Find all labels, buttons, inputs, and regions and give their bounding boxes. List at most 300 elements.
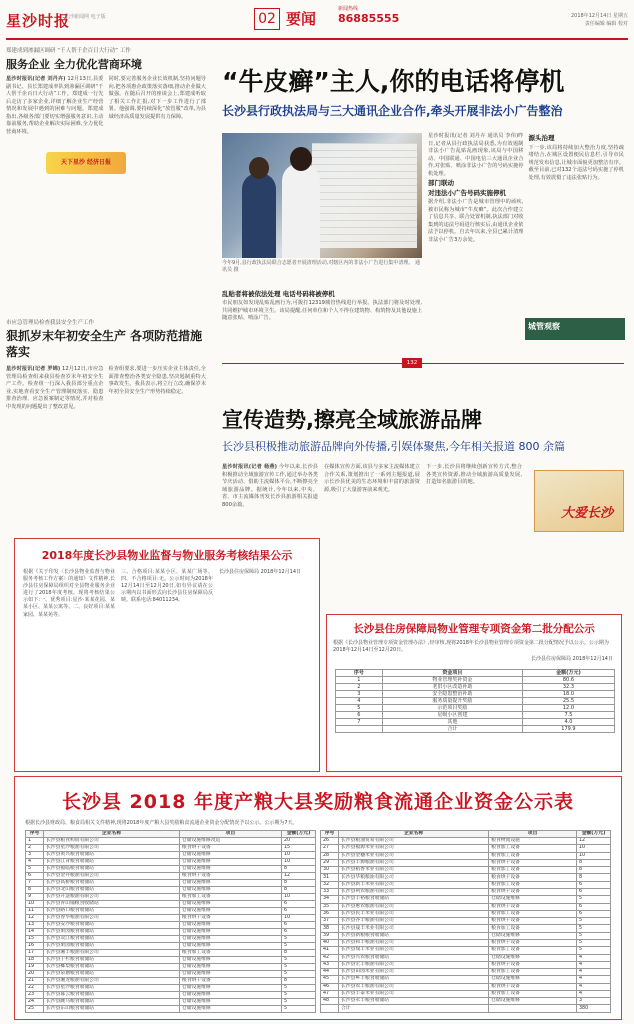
article-body-a: 12月12日,市应急管理局检查组来我县检查岁末年初安全生产工作。检查组一行深入我县部分重点企业,实地查看安全生产管理制度落实、隐患排查治理、应急预案制定等情况,并对检查中发现的问题提出了整改意见。 [6,366,104,410]
photo-head-2 [290,147,312,171]
table-cell: 粮食烘干设备 [489,903,577,910]
table-cell: 10 [282,852,316,859]
table-cell: 40 [321,939,339,946]
table-cell: 仓储设施维修 [179,1006,281,1013]
table-cell: 仓储设施维修 [179,852,281,859]
table-cell: 18 [26,957,44,964]
table-cell: 47 [321,990,339,997]
table-cell: 粮食加工设备 [179,950,281,957]
table-cell: 6 [577,888,611,895]
table-cell: 18.0 [522,691,614,698]
table-cell: 5 [577,939,611,946]
table-cell: 4 [336,698,383,705]
table-cell: 长沙县暮云粮食收储站 [44,992,180,999]
table-cell: 长沙县泉塘粮食收储站 [44,971,180,978]
table-row [26,992,316,999]
table-cell: 24 [26,999,44,1006]
table-row [321,932,611,939]
notice-columns [15,569,319,619]
table-cell: 8 [282,950,316,957]
tourism-col-2: 在媒体宣传方面,该县与多家主流媒体建立合作关系,策划推出了一系列主题报道,展示长沙县优美的生态环境和丰富的旅游资源,吸引了大量游客前来观光。 [324,464,420,493]
table-cell: 26 [321,838,339,845]
table-cell: 3 [26,852,44,859]
table-row [321,983,611,990]
table-cell: 粮食烘干设备 [179,978,281,985]
brand-subtitle: 星沙新闻网 电子版 [64,14,106,20]
table-row [26,971,316,978]
table-cell: 5 [577,932,611,939]
table-cell: 10 [26,901,44,908]
table-row [321,998,611,1005]
table-row [26,957,316,964]
masthead-rule [6,38,628,40]
table-cell: 长沙县丰裕粮食收储站 [339,896,489,903]
table-cell: 5 [577,947,611,954]
tourism-header [222,404,624,454]
table-row [26,978,316,985]
table-row [321,838,611,845]
table-cell: 粮食加工设备 [489,947,577,954]
table-cell: 4 [577,990,611,997]
table-row [26,859,316,866]
table-cell: 6 [282,929,316,936]
tourism-subtitle: 长沙县积极推动旅游品牌向外传播,引娱体聚焦,今年相关报道 800 余篇 [222,440,565,453]
table-cell: 长沙县东山粮食收储站 [44,1006,180,1013]
table-cell: 长沙县干杉粮食收储站 [44,957,180,964]
lead-continuation [222,287,422,323]
table-cell: 5 [282,1006,316,1013]
article-columns [6,76,206,136]
table-cell: 28 [321,852,339,859]
lead-subhead-1b: 对违法小广告号码实施停机 [428,188,506,197]
column-logo [525,318,625,340]
table-cell: 42 [321,954,339,961]
masthead [6,6,628,40]
table-cell: 38 [321,925,339,932]
notice-title: 长沙县住房保障局物业管理专项资金第二批分配公示 [353,623,595,635]
notice-signoff: 长沙县住房保障局 2018年12月14日 [530,656,613,662]
table-cell: 3 [577,998,611,1005]
newspaper-brand: 星沙时报 [6,12,71,30]
table-cell: 12 [26,915,44,922]
grain-left-body [26,838,316,1013]
article-body-col-2: 同时,要完善服务企业长效机制,坚持问题导向,把各项惠企政策落实落细,推动企业做大做强。在随后召开的座谈会上,郑建成听取了相关工作汇报,对下一步工作进行了部署。他强调,要持续深化“放管服”改革,为县域经济高质量发展提供有力保障。 [108,76,206,120]
table-row [336,677,615,684]
table-cell: 长沙县开慧粮油有限公司 [44,894,180,901]
article-safety [6,318,206,411]
grain-right-body [321,838,611,1013]
fund-table [335,669,615,733]
table-cell: 其他 [382,719,522,726]
notice-col-3: 长沙县住房保障局 2018年12月14日 [219,569,302,575]
table-cell: 37 [321,918,339,925]
photo-caption: 今年9月,县行政执法局联合志愿者开展清理活动,对辖区内的非法小广告进行集中清理。 通讯员 摄 [222,260,420,273]
lead-col-2 [529,133,625,244]
table-cell: 7 [336,719,383,726]
table-cell: 合计 [339,1005,489,1013]
divider-rule [222,363,624,364]
table-row [336,691,615,698]
article-byline: 星沙时报讯(记者 刘丹卉) [6,76,66,82]
article-columns [6,366,206,411]
table-row [321,867,611,874]
table-row [321,874,611,881]
lead-subtitle: 长沙县行政执法局与三大通讯企业合作,牵头开展非法小广告整治 [222,104,563,118]
table-row [336,698,615,705]
table-cell: 4 [577,969,611,976]
lead-subhead-2: 源头治理 [528,134,555,142]
table-cell: 仓储设施维修 [179,985,281,992]
table-header-cell: 资金项目 [382,670,522,677]
table-cell: 长沙县果园粮食收储站 [44,943,180,950]
table-row [321,961,611,968]
table-cell: 36 [321,910,339,917]
article-headline: 服务企业 全力优化营商环境 [6,58,142,71]
table-cell: 长沙县田园米业有限公司 [339,969,489,976]
table-cell: 4 [577,976,611,983]
table-cell: 长沙县春华粮油有限公司 [44,915,180,922]
table-row [321,954,611,961]
grain-tables [15,827,621,1016]
table-row [26,838,316,845]
table-cell: 6 [282,901,316,908]
table-cell: 5 [282,971,316,978]
lead-body-2: 据介绍,非法小广告是城市管理中的顽疾,被市民称为城市“牛皮癣”。此次合作建立了信息共享、联合处置机制,执法部门对收集到的违法号码进行核实后,由通讯企业依法予以停机。自去年以来,全县已累计清理非法小广告3万余处。 [428,199,524,243]
table-cell: 仓储设施维修 [179,999,281,1006]
table-row [26,901,316,908]
table-cell: 长沙县稻香米业有限公司 [339,867,489,874]
issue-date: 2018年12月14日 星期五 [570,13,628,19]
table-cell: 长沙县晟丰米业有限公司 [339,925,489,932]
tourism-byline: 星沙时报讯(记者 杨燕) [222,464,278,470]
table-cell: 服务质量提升奖励 [382,698,522,705]
table-cell: 长沙县乡丰粮食收储站 [339,976,489,983]
issue-editors: 责任编辑 编辑 校对 [584,21,628,27]
table-cell: 5 [282,992,316,999]
table-cell: 41 [321,947,339,954]
table-row [26,999,316,1006]
lead-photo [222,133,422,258]
table-cell [321,1005,339,1013]
table-cell: 仓储设施维修 [489,896,577,903]
table-cell: 2 [336,684,383,691]
table-cell: 8 [577,867,611,874]
table-cell: 长沙县兴农粮食收储站 [339,954,489,961]
table-row [26,1006,316,1013]
tourism-title: 宣传造势,擦亮全域旅游品牌 [222,408,482,432]
table-header-cell: 项目 [489,831,577,838]
table-cell: 8 [577,859,611,866]
page-number: 02 [254,8,280,30]
table-cell: 长沙县惠农粮油有限公司 [339,903,489,910]
table-cell: 39 [321,932,339,939]
table-row [26,866,316,873]
table-cell: 33 [321,888,339,895]
photo-person-1 [242,173,276,258]
table-row [26,894,316,901]
notice-col-2: 三、合格项目:某某小区、某某广场等。四、不合格项目:无。公示时间为2018年12月14日至12月20日,如有异议请在公示期内以书面形式向长沙县住房保障局反映。联系电话:84011234。 [121,569,213,604]
table-row [321,888,611,895]
table-row [26,852,316,859]
table-header-cell: 序号 [321,831,339,838]
table-cell: 粮食加工设备 [489,852,577,859]
article-body-col-2: 检查组要求,要进一步压实企业主体责任,全面排查整治各类安全隐患,坚决遏制重特大事故发生。我县表示,将立行立改,确保岁末年初全县安全生产形势持续稳定。 [108,366,206,395]
table-cell: 长沙县华粮粮油有限公司 [339,874,489,881]
article-byline: 星沙时报讯(记者 罗锦) [6,366,61,372]
article-kicker: 郑建成到渗漏区调研 “千人帮千企百日大行动” 工作 [6,48,131,54]
table-row [336,684,615,691]
table-cell: 6 [282,908,316,915]
table-row [321,845,611,852]
table-cell: 仓储设施维修 [179,929,281,936]
table-cell: 仓储设施维修 [179,992,281,999]
table-cell: 4 [577,983,611,990]
table-row [321,859,611,866]
table-cell: 仓储设施维修 [489,932,577,939]
table-cell: 仓储设施维修 [489,998,577,1005]
table-cell: 44 [321,969,339,976]
table-row [26,873,316,880]
table-row [321,881,611,888]
table-cell: 粮食加工设备 [179,894,281,901]
fund-table-body [336,677,615,733]
table-cell: 6 [577,910,611,917]
table-cell: 6 [282,922,316,929]
table-cell: 粮食烘干设备 [489,874,577,881]
photo-head-1 [249,157,269,179]
table-cell: 20 [282,838,316,845]
table-cell: 6 [577,881,611,888]
table-cell: 12.0 [522,705,614,712]
table-cell: 粮食烘干设备 [489,859,577,866]
grain-table-right [320,830,611,1013]
article-body-col-1 [6,76,104,136]
table-cell: 2 [26,845,44,852]
table-cell: 4 [26,859,44,866]
table-cell: 粮食加工设备 [489,925,577,932]
table-cell: 380 [577,1005,611,1013]
tourism-col-1 [222,464,318,509]
table-row [321,918,611,925]
table-cell: 长沙县利农粮油有限公司 [339,888,489,895]
table-cell: 46 [321,983,339,990]
lead-body-3: 下一步,该局将持续加大整治力度,坚持疏堵结合,在城区设置便民信息栏,引导市民规范发布信息,让城市面貌更加整洁有序。 [528,144,624,166]
table-cell: 14 [26,929,44,936]
table-cell: 5 [577,925,611,932]
table-row [26,880,316,887]
table-cell: 4 [577,954,611,961]
table-cell: 15 [282,845,316,852]
table-cell: 长沙县高桥粮食收储站 [44,880,180,887]
table-cell: 仓储设施维修 [179,957,281,964]
table-cell: 6 [336,712,383,719]
table-cell [489,1005,577,1013]
table-row [336,726,615,733]
table-header-row [321,831,611,838]
table-cell: 长沙县金穗米业有限公司 [339,852,489,859]
column-logo-label: 城管观察 [528,322,560,331]
table-cell: 粮食加工设备 [489,990,577,997]
table-cell: 4 [577,961,611,968]
notice-col-1: 根据《关于印发〈长沙县物业监督与物业服务考核工作方案〉的通知》文件精神,长沙县住房保障局组织对全县物业服务企业进行了2018年度考核。现将考核结果公示如下:一、优秀项目:星沙·某某花园、某某小区、某某公寓等。二、良好项目:某某家园、某某苑等。 [23,569,115,618]
table-cell: 27 [321,845,339,852]
table-row [26,943,316,950]
table-cell: 长沙县湘龙粮油有限公司 [44,978,180,985]
table-cell: 长沙县江背粮食收储站 [44,859,180,866]
table-cell [336,726,383,733]
table-cell: 长沙县谷丰粮油有限公司 [339,918,489,925]
table-cell: 5 [282,999,316,1006]
table-cell: 仓储设施维修 [179,887,281,894]
table-cell: 16 [26,943,44,950]
table-header-cell: 序号 [26,831,44,838]
table-cell: 25 [26,1006,44,1013]
table-cell: 粮食烘干设备 [489,939,577,946]
table-cell: 13 [26,922,44,929]
table-cell: 长沙县双江粮食收储站 [44,936,180,943]
table-cell: 10 [577,852,611,859]
lead-title: “牛皮癣”主人,你的电话将停机 [222,67,565,96]
table-cell: 长沙县星沙粮油有限公司 [44,845,180,852]
table-cell: 仓储设施维修 [489,954,577,961]
table-cell: 长沙县新丰米业有限公司 [339,881,489,888]
table-cell: 粮食加工设备 [489,910,577,917]
table-cell: 仓储设施维修 [179,922,281,929]
table-cell: 合计 [382,726,522,733]
table-row [321,925,611,932]
table-row [321,947,611,954]
table-cell: 长沙县丰源粮油有限公司 [339,859,489,866]
table-cell: 179.9 [522,726,614,733]
table-cell: 长沙县金井粮油有限公司 [44,873,180,880]
table-cell: 仓储设施维修 [179,880,281,887]
table-cell: 8 [282,887,316,894]
hotline-number: 86885555 [338,12,400,25]
table-row [26,887,316,894]
notice-intro: 根据长沙县财政局、粮食局相关文件精神,现将2018年度产粮大县奖励粮食流通企业资金分配情况予以公示。公示期为7天。 [25,820,298,826]
table-cell: 长沙县北山粮食收储站 [44,887,180,894]
notice-title: 长沙县 2018 年度产粮大县奖励粮食流通企业资金公示表 [61,791,575,813]
table-cell: 仓储设施维修 [179,908,281,915]
table-cell: 长沙县榔梨粮食收储站 [44,964,180,971]
table-cell: 10 [282,894,316,901]
table-cell: 长沙县福临粮食收储站 [44,866,180,873]
table-cell: 仓储设施维修 [179,859,281,866]
article-body-a: 12月13日,县委副书记、县长郑建成率队到渗漏区调研“千人帮千企百日大行动”工作。郑建成一行先后走访了多家企业,详细了解企业生产经营情况和发展中遇到的困难与问题。郑建成指出,各级各部门要切实增强服务意识,主动靠前服务,帮助企业解决实际困难,全力优化营商环境。 [6,76,104,135]
table-cell: 23 [26,992,44,999]
table-cell: 长沙县和丰粮油有限公司 [339,939,489,946]
table-cell: 5 [282,985,316,992]
table-cell: 6 [577,903,611,910]
article-enterprise-service [6,46,206,174]
table-header-cell: 企业名称 [339,831,489,838]
table-cell: 粮食烘干设备 [489,888,577,895]
table-header-cell: 金额(万元) [522,670,614,677]
table-cell: 4.0 [522,719,614,726]
table-row [321,1005,611,1013]
article-body-col-1 [6,366,104,411]
notice-intro: 根据《长沙县物业管理专项资金管理办法》,经审核,现将2018年长沙县物业管理专项资金第二批分配情况予以公示。公示期为2018年12月14日至12月20日。 [333,640,609,653]
table-row [26,936,316,943]
table-cell: 长沙县粮油贸易有限公司 [339,838,489,845]
table-cell: 5 [26,866,44,873]
table-cell: 仓储设施维修 [179,943,281,950]
table-cell: 20 [26,971,44,978]
table-cell: 12 [577,838,611,845]
table-cell: 17 [26,950,44,957]
table-row [26,922,316,929]
table-header-cell: 金额(万元) [282,831,316,838]
notice-grain-fund [14,776,622,1020]
promo-stamp: 天下星沙 经济日报 [46,152,126,174]
tourism-stamp-image [534,470,624,532]
table-row [26,964,316,971]
tourism-body-1: 今年以来,长沙县积极推动全域旅游宣传工作,通过举办各类节庆活动、借助主流媒体平台,不断擦亮全域旅游品牌。据统计,今年以来,中央、省、市主流媒体刊发长沙县旅游相关报道800余篇。 [222,464,318,508]
table-cell: 7 [26,880,44,887]
lead-body-1: 星沙时报讯(记者 刘丹卉 通讯员 李伟)昨日,记者从县行政执法局获悉,为有效遏制非法小广告乱贴乱画现象,该局与中国移动、中国联通、中国电信三大通讯企业合作,对张贴、喷涂非法小广告的号码实施停机处理。 [428,133,524,177]
table-cell: 粮食烘干设备 [489,918,577,925]
table-cell: 25.5 [522,698,614,705]
table-cell: 仓储设施维修 [179,971,281,978]
table-cell: 34 [321,896,339,903]
table-cell: 5 [336,705,383,712]
lead-subhead-1: 部门联动 [428,179,454,187]
table-cell: 长沙县安沙粮食收储站 [44,922,180,929]
table-cell: 粮食加工设备 [489,845,577,852]
table-cell: 1 [336,677,383,684]
section-name: 要闻 [286,10,317,28]
lead-columns [428,133,624,244]
table-cell: 仓储设施维修 [179,866,281,873]
table-cell: 长沙县湘丰粮油有限公司 [44,950,180,957]
table-cell: 长沙县民丰米业有限公司 [339,910,489,917]
table-cell: 5 [282,964,316,971]
table-cell: 长沙县新粮粮食收储站 [339,932,489,939]
table-cell: 10 [282,859,316,866]
table-cell: 仓储设施维修 [489,976,577,983]
lead-body-4: 截至目前,已对132个违法号码实施了停机处理,有效震慑了违法张贴行为。 [528,167,624,181]
table-cell: 长沙县福源米业有限公司 [339,845,489,852]
issue-meta [478,12,628,28]
table-cell: 30 [321,867,339,874]
table-cell: 22 [26,985,44,992]
table-cell: 仓储设施维修 [179,936,281,943]
table-cell: 10 [577,845,611,852]
table-cell: 3 [336,691,383,698]
table-cell: 粮食烘干设备 [179,845,281,852]
table-row [336,705,615,712]
mid-subhead: 乱贴者将被依法处理 电话号码将被停机 [222,290,335,298]
table-cell: 长沙县粮食购销有限公司 [44,838,180,845]
table-row [321,969,611,976]
table-row [321,939,611,946]
table-header-row [26,831,316,838]
notice-fund-allocation [326,614,622,772]
table-cell: 安全隐患整治补助 [382,691,522,698]
table-row [321,896,611,903]
table-cell: 长沙县星沙粮食收储站 [44,985,180,992]
table-cell: 长沙县瑞丰米业有限公司 [339,947,489,954]
table-cell: 星级小区创建 [382,712,522,719]
divider-tag: 132 [402,358,422,368]
table-cell: 35 [321,903,339,910]
table-cell: 8 [26,887,44,894]
lead-header [222,62,622,119]
table-cell: 15 [26,936,44,943]
table-cell: 长沙县丰泰米业有限公司 [339,990,489,997]
table-cell: 仓储设施维修 [179,964,281,971]
lead-body [428,133,624,244]
